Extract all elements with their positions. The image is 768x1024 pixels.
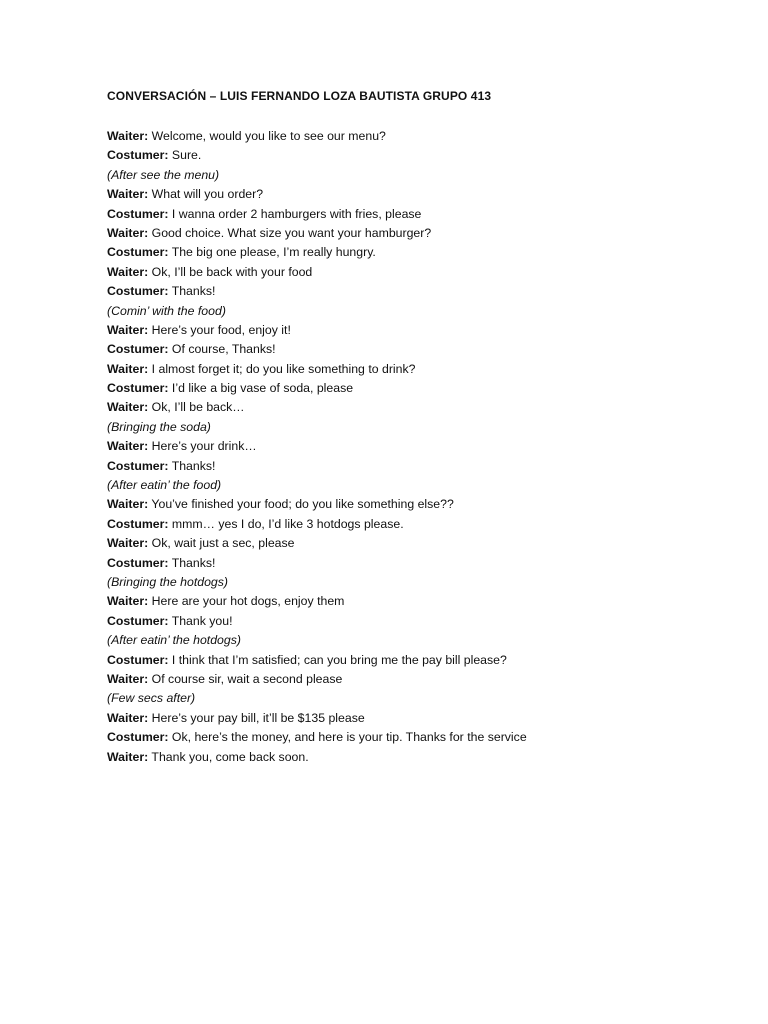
dialogue-line [107, 263, 727, 282]
line-text: Ok, wait just a sec, please [148, 536, 295, 551]
speaker-label: Costumer: [107, 730, 169, 745]
speaker-label: Costumer: [107, 458, 169, 473]
dialogue-line [107, 146, 727, 165]
dialogue-body [107, 127, 727, 767]
dialogue-line [107, 437, 727, 456]
dialogue-line [107, 205, 727, 224]
line-text: mmm… yes I do, I’d like 3 hotdogs please. [168, 516, 404, 531]
dialogue-line [107, 670, 727, 689]
stage-direction [107, 166, 727, 185]
dialogue-line [107, 728, 727, 747]
speaker-label: Waiter: [107, 322, 149, 337]
stage-direction [107, 302, 727, 321]
line-text: I’d like a big vase of soda, please [168, 381, 354, 396]
stage-direction [107, 631, 727, 650]
line-text: Here’s your pay bill, it’ll be $135 please [148, 710, 365, 725]
speaker-label: Costumer: [107, 148, 169, 163]
speaker-label: Waiter: [107, 361, 149, 376]
stage-direction [107, 418, 727, 437]
speaker-label: Costumer: [107, 652, 169, 667]
speaker-label: Costumer: [107, 342, 169, 357]
speaker-label: Costumer: [107, 284, 169, 299]
dialogue-line [107, 360, 727, 379]
dialogue-line [107, 282, 727, 301]
line-text: Thank you! [168, 613, 233, 628]
dialogue-line [107, 457, 727, 476]
speaker-label: Waiter: [107, 439, 149, 454]
line-text: The big one please, I’m really hungry. [168, 245, 376, 260]
line-text: I wanna order 2 hamburgers with fries, please [168, 206, 422, 221]
line-text: Good choice. What size you want your hamburger? [148, 225, 432, 240]
dialogue-line [107, 398, 727, 417]
dialogue-line [107, 748, 727, 767]
dialogue-line [107, 534, 727, 553]
speaker-label: Waiter: [107, 536, 149, 551]
speaker-label: Costumer: [107, 555, 169, 570]
speaker-label: Costumer: [107, 516, 169, 531]
line-text: You’ve finished your food; do you like something else?? [148, 497, 454, 512]
stage-direction [107, 476, 727, 495]
line-text: Thanks! [168, 284, 216, 299]
dialogue-line [107, 243, 727, 262]
line-text: I almost forget it; do you like something to drink? [148, 361, 416, 376]
speaker-label: Waiter: [107, 187, 149, 202]
speaker-label: Waiter: [107, 671, 149, 686]
line-text: Ok, I’ll be back… [148, 400, 245, 415]
speaker-label: Waiter: [107, 264, 149, 279]
dialogue-line [107, 379, 727, 398]
speaker-label: Waiter: [107, 594, 149, 609]
speaker-label: Waiter: [107, 749, 149, 764]
dialogue-line [107, 612, 727, 631]
stage-direction-text: (After eatin’ the hotdogs) [107, 633, 241, 648]
dialogue-line [107, 185, 727, 204]
line-text: Ok, here’s the money, and here is your tip. Thanks for the service [168, 730, 527, 745]
speaker-label: Waiter: [107, 497, 149, 512]
line-text: Of course, Thanks! [168, 342, 276, 357]
line-text: I think that I’m satisfied; can you bring me the pay bill please? [168, 652, 507, 667]
stage-direction [107, 573, 727, 592]
document-title: CONVERSACIÓN – LUIS FERNANDO LOZA BAUTISTA GRUPO 413 [107, 89, 492, 103]
dialogue-line [107, 495, 727, 514]
dialogue-line [107, 127, 727, 146]
speaker-label: Waiter: [107, 225, 149, 240]
dialogue-line [107, 321, 727, 340]
speaker-label: Waiter: [107, 710, 149, 725]
line-text: Here’s your food, enjoy it! [148, 322, 291, 337]
stage-direction-text: (After see the menu) [107, 167, 220, 182]
dialogue-line [107, 515, 727, 534]
speaker-label: Waiter: [107, 129, 149, 143]
line-text: Sure. [168, 148, 202, 163]
line-text: Welcome, would you like to see our menu? [148, 129, 386, 143]
dialogue-line [107, 709, 727, 728]
line-text: Ok, I’ll be back with your food [148, 264, 313, 279]
stage-direction [107, 689, 727, 708]
line-text: Thanks! [168, 458, 216, 473]
line-text: What will you order? [148, 187, 264, 202]
speaker-label: Costumer: [107, 613, 169, 628]
line-text: Here are your hot dogs, enjoy them [148, 594, 345, 609]
line-text: Thanks! [168, 555, 216, 570]
stage-direction-text: (Bringing the soda) [107, 419, 211, 434]
dialogue-line [107, 592, 727, 611]
dialogue-line [107, 651, 727, 670]
stage-direction-text: (Comin’ with the food) [107, 303, 226, 318]
line-text: Of course sir, wait a second please [148, 671, 343, 686]
stage-direction-text: (Few secs after) [107, 691, 196, 706]
dialogue-line [107, 554, 727, 573]
speaker-label: Costumer: [107, 381, 169, 396]
dialogue-line [107, 340, 727, 359]
line-text: Here’s your drink… [148, 439, 257, 454]
stage-direction-text: (Bringing the hotdogs) [107, 574, 228, 589]
speaker-label: Waiter: [107, 400, 149, 415]
speaker-label: Costumer: [107, 206, 169, 221]
line-text: Thank you, come back soon. [148, 749, 309, 764]
dialogue-line [107, 224, 727, 243]
stage-direction-text: (After eatin’ the food) [107, 478, 222, 493]
speaker-label: Costumer: [107, 245, 169, 260]
